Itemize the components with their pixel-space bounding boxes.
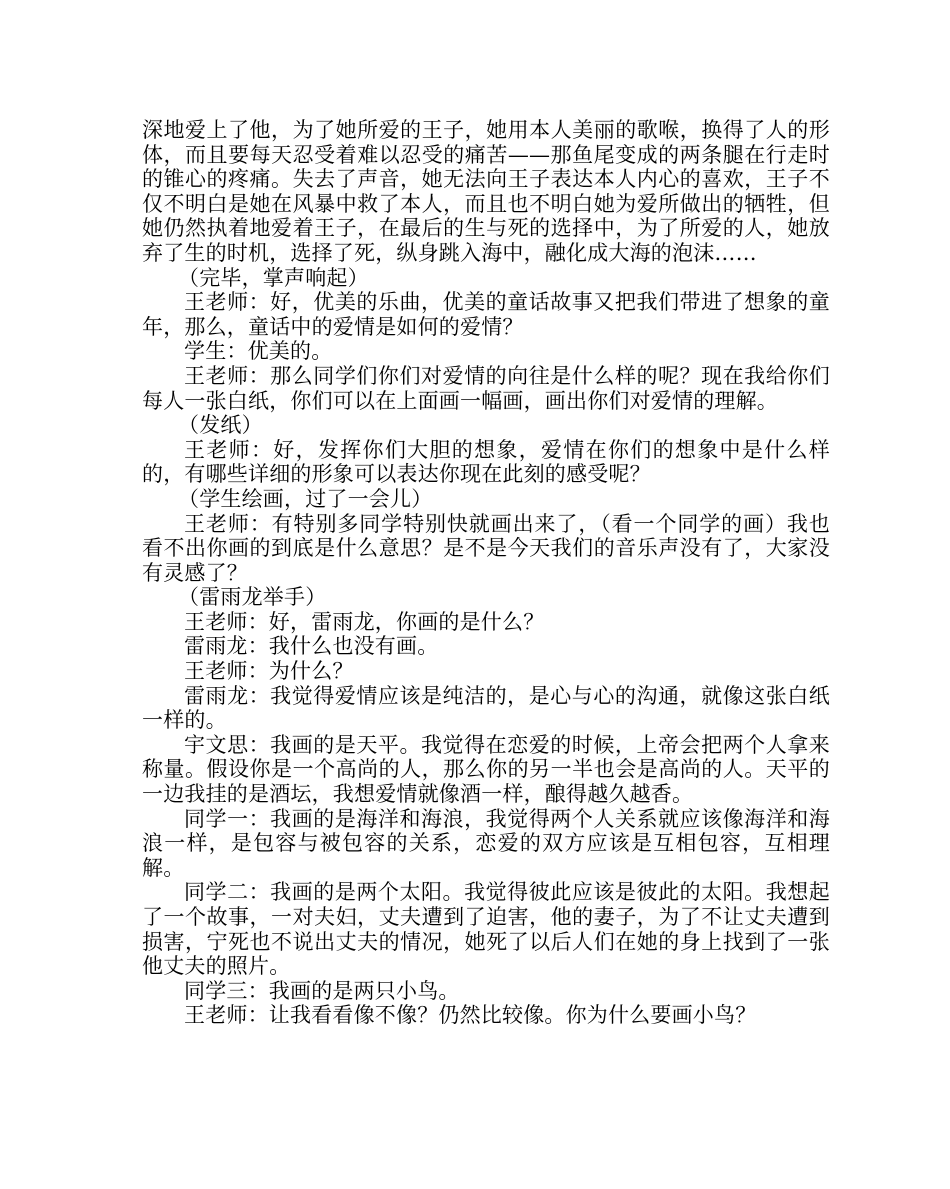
dialogue-paragraph: 王老师：好，发挥你们大胆的想象，爱情在你们的想象中是什么样的，有哪些详细的形象可以表达你现在此刻的感受呢？ — [142, 437, 830, 487]
dialogue-paragraph: 同学三：我画的是两只小鸟。 — [184, 978, 460, 1003]
dialogue-paragraph: 王老师：有特别多同学特别快就画出来了，（看一个同学的画）我也看不出你画的到底是什么意思？是不是今天我们的音乐声没有了，大家没有灵感了？ — [142, 511, 830, 585]
stage-direction: （雷雨龙举手） — [178, 585, 327, 610]
dialogue-paragraph: 王老师：好，雷雨龙，你画的是什么？ — [184, 609, 545, 634]
body-paragraph: 深地爱上了他，为了她所爱的王子，她用本人美丽的歌喉，换得了人的形体，而且要每天忍受着难以忍受的痛苦——那鱼尾变成的两条腿在行走时的锥心的疼痛。失去了声音，她无法向王子表达本人内心的喜欢，王子不仅不明白是她在风暴中救了本人，而且也不明白她为爱所做出的牺牲，但她仍然执着地爱着王子，在最后的生与死的选择中，为了所爱的人，她放弃了生的时机，选择了死，纵身跳入海中，融化成大海的泡沫…… — [142, 118, 830, 265]
dialogue-paragraph: 雷雨龙：我什么也没有画。 — [184, 634, 439, 659]
dialogue-paragraph: 同学二：我画的是两个太阳。我觉得彼此应该是彼此的太阳。我想起了一个故事，一对夫妇，丈夫遭到了迫害，他的妻子，为了不让丈夫遭到损害，宁死也不说出丈夫的情况，她死了以后人们在她的身上找到了一张他丈夫的照片。 — [142, 880, 830, 979]
dialogue-paragraph: 雷雨龙：我觉得爱情应该是纯洁的，是心与心的沟通，就像这张白纸一样的。 — [142, 683, 830, 733]
dialogue-paragraph: 王老师：让我看看像不像？仍然比较像。你为什么要画小鸟？ — [184, 1003, 757, 1028]
dialogue-paragraph: 王老师：那么同学们你们对爱情的向往是什么样的呢？现在我给你们每人一张白纸，你们可以在上面画一幅画，画出你们对爱情的理解。 — [142, 363, 830, 413]
stage-direction: （完毕，掌声响起） — [178, 265, 369, 290]
dialogue-paragraph: 王老师：好，优美的乐曲，优美的童话故事又把我们带进了想象的童年，那么，童话中的爱情是如何的爱情？ — [142, 290, 830, 339]
dialogue-paragraph: 宇文思：我画的是天平。我觉得在恋爱的时候，上帝会把两个人拿来称量。假设你是一个高尚的人，那么你的另一半也会是高尚的人。天平的一边我挂的是酒坛，我想爱情就像酒一样，酿得越久越香。 — [142, 732, 830, 807]
stage-direction: （学生绘画，过了一会儿） — [178, 486, 433, 511]
dialogue-paragraph: 同学一：我画的是海洋和海浪，我觉得两个人关系就应该像海洋和海浪一样，是包容与被包容的关系，恋爱的双方应该是互相包容，互相理解。 — [142, 806, 830, 880]
dialogue-paragraph: 王老师：为什么？ — [184, 659, 354, 684]
document-page — [142, 118, 830, 1028]
stage-direction: （发纸） — [178, 413, 263, 438]
dialogue-paragraph: 学生：优美的。 — [184, 339, 333, 364]
